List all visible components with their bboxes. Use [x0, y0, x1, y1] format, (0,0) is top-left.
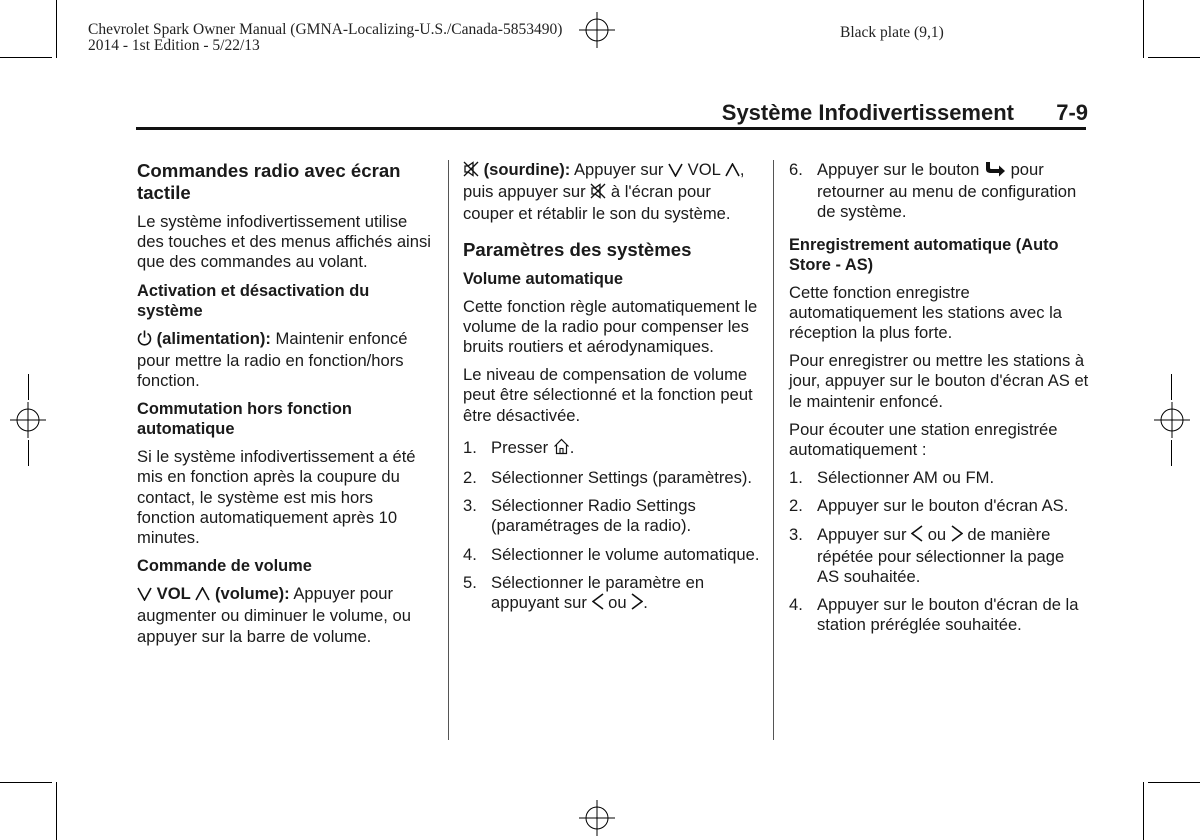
list-item — [463, 438, 763, 460]
list-item — [463, 573, 763, 615]
step-text: Sélectionner AM ou FM. — [817, 468, 995, 488]
column-divider — [448, 160, 449, 740]
step-number: 3. — [463, 496, 477, 516]
print-meta-line-2: 2014 - 1st Edition - 5/22/13 — [88, 37, 260, 54]
page-number: 7-9 — [1056, 100, 1088, 125]
mute-text-b: , puis appuyer sur — [463, 160, 745, 202]
step-text: Sélectionner Radio Settings (paramétrages de la radio). — [491, 496, 696, 536]
step-text-end: . — [569, 437, 575, 457]
mute-icon — [463, 161, 479, 182]
heading-auto-store: Enregistrement automatique (Auto Store - AS) — [789, 235, 1059, 274]
crop-mark — [1148, 782, 1200, 783]
auto-store-p1: Cette fonction enregistre automatiquement les stations avec la réception la plus forte. — [789, 282, 1063, 343]
step-text: Sélectionner le paramètre en appuyant sur — [491, 572, 705, 613]
power-paragraph — [137, 329, 433, 392]
step-number: 1. — [463, 437, 477, 457]
auto-store-p3: Pour écouter une station enregistrée automatiquement : — [789, 419, 1058, 460]
crop-mark — [1171, 374, 1172, 400]
section-title: Système Infodivertissement — [721, 100, 1014, 125]
chevron-down-icon — [668, 162, 683, 182]
power-text: Maintenir enfoncé pour mettre la radio en fonction/hors fonction. — [137, 328, 408, 391]
mute-paragraph — [463, 160, 763, 225]
list-item — [789, 160, 1089, 223]
home-icon — [553, 438, 570, 460]
step-number: 6. — [789, 160, 803, 179]
heading-activation: Activation et désactivation du système — [137, 281, 370, 320]
step-text: Appuyer sur le bouton d'écran de la station préréglée souhaitée. — [817, 595, 1079, 635]
volume-label: (volume): — [215, 584, 290, 604]
step-number: 4. — [463, 544, 477, 564]
crop-mark — [56, 782, 57, 840]
crop-mark — [1148, 57, 1200, 58]
chevron-up-icon — [725, 162, 740, 182]
crop-mark — [1171, 440, 1172, 466]
intro-paragraph: Le système infodivertissement utilise des touches et des menus affichés ainsi que des commandes au volant. — [137, 212, 431, 272]
list-item — [789, 595, 1089, 635]
registration-mark-top — [579, 12, 615, 48]
step-number: 5. — [463, 572, 477, 592]
step-text: Sélectionner Settings (paramètres). — [491, 468, 753, 488]
mute-label: (sourdine): — [483, 160, 571, 179]
step-number: 3. — [789, 524, 803, 544]
list-item — [463, 468, 763, 488]
column-2 — [463, 160, 763, 623]
step-text: de manière répétée pour sélectionner la page AS souhaitée. — [817, 524, 1065, 587]
volume-paragraph — [137, 584, 433, 647]
step-text: Presser — [491, 437, 553, 457]
step-text: Appuyer sur le bouton — [817, 160, 984, 179]
list-item — [463, 545, 763, 565]
step-number: 2. — [789, 496, 803, 516]
heading-touch-radio: Commandes radio avec écran tactile — [137, 160, 401, 203]
registration-mark-right — [1154, 402, 1190, 438]
heading-settings: Paramètres des systèmes — [463, 238, 692, 260]
mute-icon — [590, 183, 606, 204]
mute-vol: VOL — [683, 160, 721, 179]
chevron-up-icon — [195, 586, 210, 606]
heading-auto-off: Commutation hors fonction automatique — [137, 400, 352, 439]
mute-text-a: Appuyer sur — [570, 160, 669, 179]
step-number: 4. — [789, 595, 803, 615]
power-icon — [137, 330, 152, 351]
auto-volume-steps-cont — [789, 160, 1089, 223]
header-rule — [136, 127, 1086, 130]
registration-mark-left — [10, 402, 46, 438]
list-item — [789, 468, 1089, 488]
list-item — [789, 525, 1089, 588]
crop-mark — [28, 374, 29, 400]
auto-store-p2: Pour enregistrer ou mettre les stations à jour, appuyer sur le bouton d'écran AS et le maintenir enfoncé. — [789, 351, 1089, 411]
list-item — [789, 496, 1089, 516]
step-text-ou: ou — [923, 524, 951, 544]
volume-text: Appuyer pour augmenter ou diminuer le volume, ou appuyer sur la barre de volume. — [137, 584, 411, 646]
step-text: pour retourner au menu de configuration de système. — [817, 160, 1077, 222]
crop-mark — [28, 440, 29, 466]
chevron-left-icon — [592, 593, 604, 615]
auto-volume-p1: Cette fonction règle automatiquement le volume de la radio pour compenser les bruits routiers et aérodynamiques. — [463, 296, 758, 357]
crop-mark — [0, 57, 52, 58]
chevron-left-icon — [911, 525, 923, 547]
mute-text-c: à l'écran pour couper et rétablir le son du système. — [463, 182, 731, 224]
step-text: Appuyer sur le bouton d'écran AS. — [817, 496, 1069, 516]
step-number: 2. — [463, 468, 477, 488]
step-text: Appuyer sur — [817, 524, 912, 544]
auto-off-paragraph: Si le système infodivertissement a été mis en fonction après la coupure du contact, le système est mis hors fonction automatiquement après 10 minutes. — [137, 447, 416, 548]
auto-volume-p2: Le niveau de compensation de volume peut être sélectionné et la fonction peut être désactivée. — [463, 365, 753, 425]
auto-store-steps — [789, 468, 1089, 635]
chevron-right-icon — [951, 525, 963, 547]
chevron-right-icon — [631, 593, 643, 615]
heading-auto-volume: Volume automatique — [463, 269, 623, 288]
list-item — [463, 496, 763, 536]
auto-volume-steps — [463, 438, 763, 615]
heading-volume: Commande de volume — [137, 557, 312, 576]
chevron-down-icon — [137, 586, 152, 606]
print-plate: Black plate (9,1) — [840, 24, 944, 41]
crop-mark — [0, 782, 52, 783]
step-number: 1. — [789, 468, 803, 488]
crop-mark — [56, 0, 57, 58]
back-icon — [984, 161, 1006, 182]
column-1 — [137, 160, 433, 655]
vol-label: VOL — [156, 584, 191, 604]
step-text-ou: ou — [603, 593, 632, 613]
column-3 — [789, 160, 1089, 644]
crop-mark — [1143, 782, 1144, 840]
print-meta-line-1: Chevrolet Spark Owner Manual (GMNA-Localizing-U.S./Canada-5853490) — [88, 21, 563, 38]
crop-mark — [1143, 0, 1144, 58]
column-divider — [773, 160, 774, 740]
step-text: Sélectionner le volume automatique. — [491, 544, 760, 564]
registration-mark-bottom — [579, 800, 615, 836]
power-label: (alimentation): — [156, 328, 271, 348]
step-text-end: . — [643, 593, 648, 613]
